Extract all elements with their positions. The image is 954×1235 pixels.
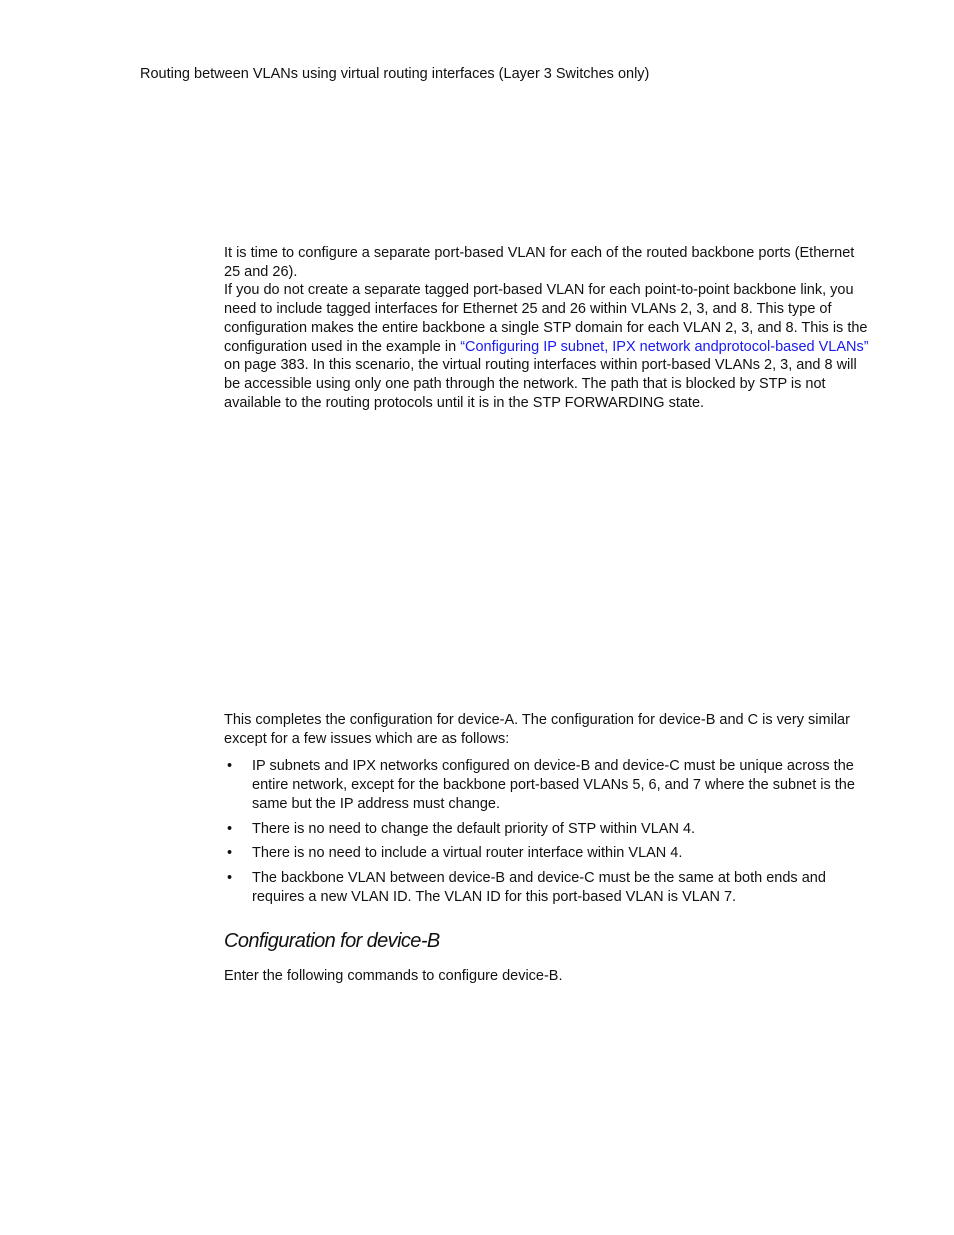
list-item-text: The backbone VLAN between device-B and device-C must be the same at both ends and requires a new VLAN ID. The VLAN ID for this port-based VLAN is VLAN 7. (252, 869, 826, 905)
completion-section (224, 711, 870, 912)
list-item-text: IP subnets and IPX networks configured on device-B and device-C must be unique across the entire network, except for the backbone port-based VLANs 5, 6, and 7 where the subnet is the same but the IP address must change. (252, 758, 855, 812)
intro-paragraph-1: It is time to configure a separate port-based VLAN for each of the routed backbone ports (Ethernet 25 and 26). (224, 245, 855, 280)
list-item (224, 820, 870, 839)
completion-paragraph: This completes the configuration for device-A. The configuration for device-B and C is very similar except for a few issues which are as follows: (224, 712, 850, 747)
intro-paragraph-2 (224, 281, 870, 412)
section-intro-paragraph: Enter the following commands to configure device-B. (224, 968, 563, 984)
section-intro (224, 967, 870, 986)
bullet-icon: • (227, 758, 233, 775)
cross-reference-link[interactable]: “Configuring IP subnet, IPX network andprotocol-based VLANs” (460, 338, 869, 355)
issues-list (224, 757, 870, 906)
list-item-text: There is no need to include a virtual router interface within VLAN 4. (252, 845, 683, 862)
list-item (224, 844, 870, 863)
list-item (224, 869, 870, 906)
bullet-icon: • (227, 845, 233, 862)
list-item (224, 757, 870, 813)
intro-paragraph-2-text-b: on page 383. In this scenario, the virtual routing interfaces within port-based VLANs 2, 3, and 8 will be accessible using only one path through the network. The path that is blocked by STP is not available to the routing protocols until it is in the STP FORWARDING state. (224, 357, 857, 411)
intro-section (224, 244, 870, 412)
list-item-text: There is no need to change the default priority of STP within VLAN 4. (252, 820, 696, 837)
section-heading: Configuration for device-B (224, 930, 440, 952)
intro-paragraph-2-text-a: If you do not create a separate tagged port-based VLAN for each point-to-point backbone link, you need to include tagged interfaces for Ethernet 25 and 26 within VLANs 2, 3, and 8. This type of configuration makes the entire backbone a single STP domain for each VLAN 2, 3, and 8. This is the configuration used in the example in (224, 282, 868, 355)
bullet-icon: • (227, 820, 233, 837)
bullet-icon: • (227, 869, 233, 886)
running-header: Routing between VLANs using virtual routing interfaces (Layer 3 Switches only) (140, 66, 650, 82)
